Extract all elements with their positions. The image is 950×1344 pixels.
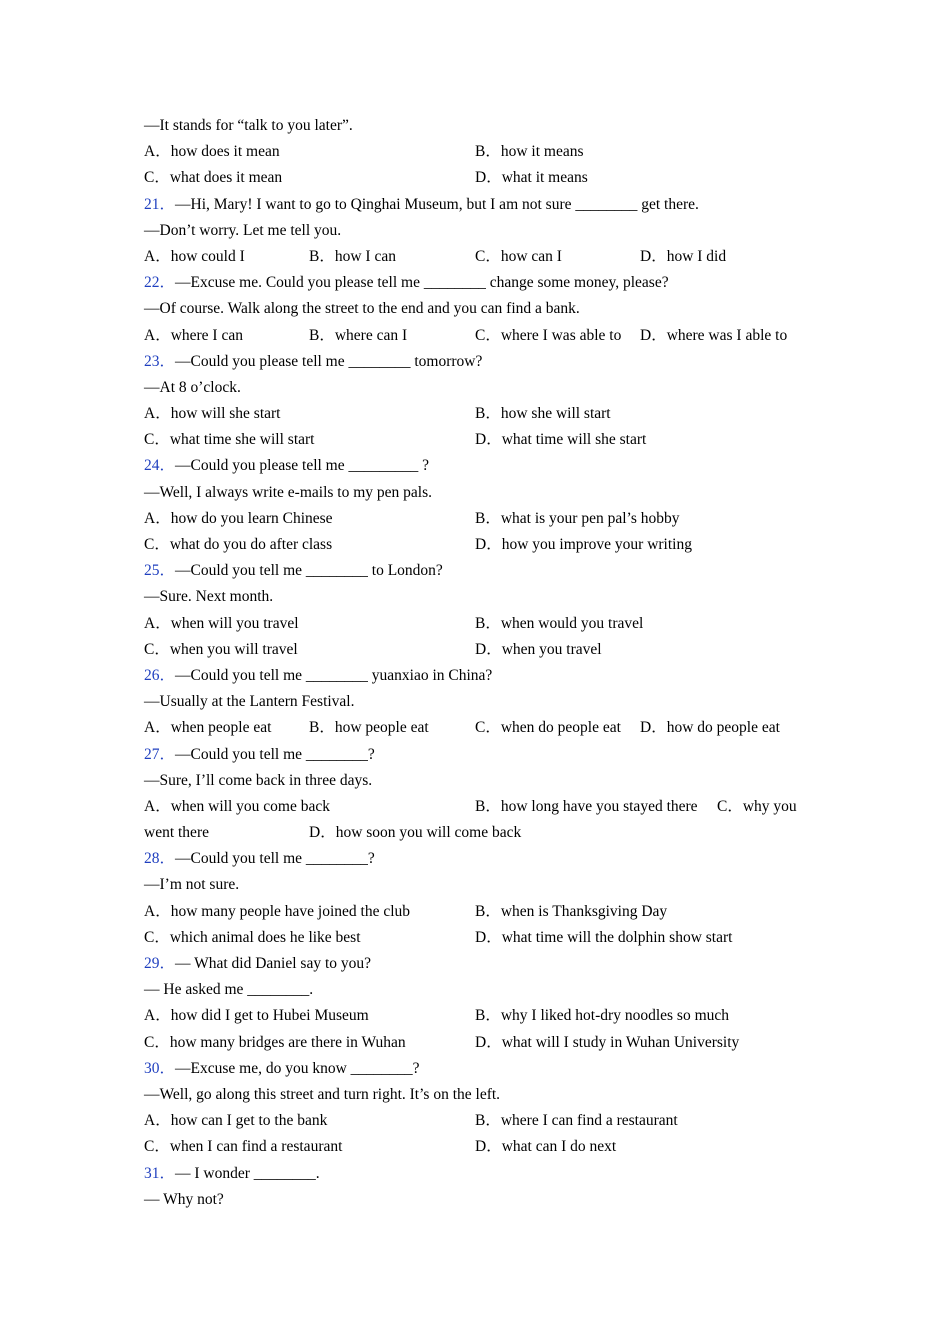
option-d[interactable]: D．what can I do next bbox=[475, 1138, 617, 1156]
option-d[interactable]: D．how do people eat bbox=[640, 719, 780, 737]
option-d[interactable]: D．what time will the dolphin show start bbox=[475, 928, 733, 946]
option-d[interactable]: D．what will I study in Wuhan University bbox=[475, 1033, 740, 1051]
question-number: 31． bbox=[144, 1164, 176, 1182]
option-c[interactable]: C．how can I bbox=[475, 247, 562, 265]
reply-line: —Of course. Walk along the street to the end and you can find a bank. bbox=[144, 300, 580, 318]
question-line: 28．—Could you tell me ________? bbox=[144, 850, 375, 868]
reply-line: —Well, go along this street and turn right. It’s on the left. bbox=[144, 1085, 501, 1103]
option-a[interactable]: A．how does it mean bbox=[144, 143, 280, 161]
question-number: 21． bbox=[144, 195, 176, 213]
question-line: 23．—Could you please tell me ________ tomorrow? bbox=[144, 352, 483, 370]
question-line: 31．— I wonder ________. bbox=[144, 1164, 320, 1182]
question-number: 30． bbox=[144, 1059, 176, 1077]
option-c[interactable]: C．why you bbox=[717, 797, 797, 815]
option-d[interactable]: D．where was I able to bbox=[640, 326, 788, 344]
option-a[interactable]: A．how did I get to Hubei Museum bbox=[144, 1007, 369, 1025]
option-row bbox=[144, 899, 814, 925]
option-a[interactable]: A．when will you come back bbox=[144, 797, 330, 815]
option-a[interactable]: A．how many people have joined the club bbox=[144, 902, 411, 920]
option-b[interactable]: B．why I liked hot-dry noodles so much bbox=[475, 1007, 730, 1025]
question-line: 24．—Could you please tell me _________ ? bbox=[144, 457, 430, 475]
question-number: 22． bbox=[144, 274, 176, 292]
option-row bbox=[144, 794, 814, 820]
option-b[interactable]: B．where I can find a restaurant bbox=[475, 1112, 678, 1130]
option-a[interactable]: A．when people eat bbox=[144, 719, 272, 737]
option-c[interactable]: C．how many bridges are there in Wuhan bbox=[144, 1033, 406, 1051]
option-row bbox=[144, 323, 814, 349]
question-number: 25． bbox=[144, 562, 176, 580]
option-a[interactable]: A．where I can bbox=[144, 326, 243, 344]
option-c[interactable]: C．where I was able to bbox=[475, 326, 622, 344]
option-d[interactable]: D．how you improve your writing bbox=[475, 536, 692, 553]
option-d[interactable]: D．what it means bbox=[475, 169, 588, 187]
option-b[interactable]: B．how people eat bbox=[309, 719, 429, 737]
option-row bbox=[144, 611, 814, 637]
option-row bbox=[144, 1108, 814, 1134]
option-c[interactable]: C．when I can find a restaurant bbox=[144, 1138, 343, 1156]
option-b[interactable]: B．when is Thanksgiving Day bbox=[475, 902, 668, 920]
reply-line: —Usually at the Lantern Festival. bbox=[144, 693, 355, 711]
option-a[interactable]: A．how can I get to the bank bbox=[144, 1112, 328, 1130]
option-row bbox=[144, 165, 814, 191]
option-row bbox=[144, 715, 814, 741]
reply-line: —It stands for “talk to you later”. bbox=[144, 117, 353, 134]
question-line: 27．—Could you tell me ________? bbox=[144, 745, 375, 763]
option-row bbox=[144, 506, 814, 532]
option-row bbox=[144, 401, 814, 427]
question-line: 30．—Excuse me, do you know ________? bbox=[144, 1059, 420, 1077]
option-row bbox=[144, 427, 814, 453]
option-row bbox=[144, 532, 814, 558]
reply-line: —I’m not sure. bbox=[144, 876, 240, 894]
option-b[interactable]: B．what is your pen pal’s hobby bbox=[475, 509, 680, 527]
option-row bbox=[144, 1030, 814, 1056]
reply-line: —Don’t worry. Let me tell you. bbox=[144, 221, 342, 239]
option-c-continued[interactable]: went there bbox=[144, 824, 209, 842]
option-row bbox=[144, 820, 814, 846]
reply-line: —Sure. Next month. bbox=[144, 588, 274, 606]
option-b[interactable]: B．how she will start bbox=[475, 405, 611, 423]
reply-line: —Well, I always write e-mails to my pen pals. bbox=[144, 483, 433, 501]
reply-line: —At 8 o’clock. bbox=[144, 378, 241, 396]
option-b[interactable]: B．when would you travel bbox=[475, 614, 644, 632]
question-line: 21．—Hi, Mary! I want to go to Qinghai Museum, but I am not sure ________ get there. bbox=[144, 195, 699, 213]
question-number: 29． bbox=[144, 955, 176, 972]
option-c[interactable]: C．what do you do after class bbox=[144, 536, 333, 553]
option-row bbox=[144, 925, 814, 951]
option-c[interactable]: C．which animal does he like best bbox=[144, 928, 361, 946]
option-b[interactable]: B．how long have you stayed there bbox=[475, 797, 698, 815]
option-row bbox=[144, 637, 814, 663]
option-b[interactable]: B．where can I bbox=[309, 326, 408, 344]
question-number: 24． bbox=[144, 457, 176, 475]
option-d[interactable]: D．when you travel bbox=[475, 640, 602, 658]
reply-line: — Why not? bbox=[144, 1190, 224, 1208]
option-row bbox=[144, 139, 814, 165]
option-row bbox=[144, 1003, 814, 1029]
document-page bbox=[144, 113, 814, 1213]
question-line: 29．— What did Daniel say to you? bbox=[144, 955, 372, 972]
option-d[interactable]: D．how I did bbox=[640, 247, 727, 265]
option-b[interactable]: B．how I can bbox=[309, 247, 396, 265]
question-number: 27． bbox=[144, 745, 176, 763]
option-a[interactable]: A．how will she start bbox=[144, 405, 281, 423]
option-a[interactable]: A．how do you learn Chinese bbox=[144, 509, 333, 527]
option-b[interactable]: B．how it means bbox=[475, 143, 584, 161]
reply-line: —Sure, I’ll come back in three days. bbox=[144, 771, 373, 789]
question-number: 28． bbox=[144, 850, 176, 868]
option-c[interactable]: C．what time she will start bbox=[144, 431, 315, 449]
option-row bbox=[144, 1134, 814, 1160]
reply-line: — He asked me ________. bbox=[144, 981, 314, 999]
option-d[interactable]: D．how soon you will come back bbox=[309, 824, 522, 842]
question-line: 25．—Could you tell me ________ to London? bbox=[144, 562, 443, 580]
option-a[interactable]: A．when will you travel bbox=[144, 614, 299, 632]
option-row bbox=[144, 244, 814, 270]
option-d[interactable]: D．what time will she start bbox=[475, 431, 647, 449]
question-line: 22．—Excuse me. Could you please tell me ________ change some money, please? bbox=[144, 274, 669, 292]
option-c[interactable]: C．when you will travel bbox=[144, 640, 298, 658]
question-number: 26． bbox=[144, 666, 176, 684]
question-line: 26．—Could you tell me ________ yuanxiao in China? bbox=[144, 666, 493, 684]
option-c[interactable]: C．what does it mean bbox=[144, 169, 283, 187]
question-number: 23． bbox=[144, 352, 176, 370]
option-a[interactable]: A．how could I bbox=[144, 247, 245, 265]
option-c[interactable]: C．when do people eat bbox=[475, 719, 621, 737]
